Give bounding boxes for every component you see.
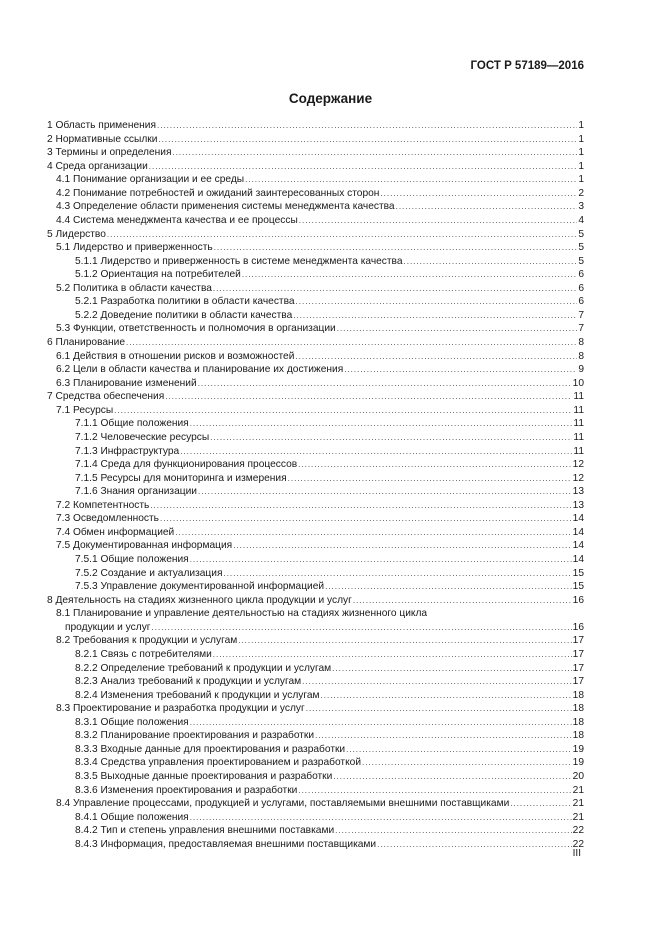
toc-entry-page: 21 <box>572 798 584 810</box>
toc-entry[interactable] <box>47 119 584 133</box>
toc-entry-page: 17 <box>572 662 584 674</box>
toc-entry[interactable] <box>47 485 584 499</box>
toc-entry-title: 6 Планирование <box>47 337 126 348</box>
toc-entry-page: 15 <box>572 567 584 579</box>
toc-entry-title: 8.3.3 Входные данные для проектирования и разработки <box>75 743 346 755</box>
dot-leader <box>190 716 572 730</box>
dot-leader <box>242 268 578 282</box>
toc-entry-page: 8 <box>578 350 584 362</box>
toc-entry-title: 7.5.1 Общие положения <box>75 554 189 565</box>
toc-entry[interactable] <box>47 173 584 187</box>
toc-entry-title: 7.1.2 Человеческие ресурсы <box>75 431 210 443</box>
toc-entry-title: 5.1 Лидерство и приверженность <box>56 242 213 254</box>
toc-entry-page: 1 <box>578 160 584 172</box>
toc-entry-page: 18 <box>572 689 584 701</box>
dot-leader <box>510 797 571 811</box>
toc-entry[interactable] <box>47 634 584 648</box>
dot-leader <box>293 309 577 323</box>
toc-entry[interactable] <box>47 539 584 553</box>
toc-entry-title: 4.2 Понимание потребностей и ожиданий заинтересованных сторон <box>56 187 380 199</box>
toc-entry-title: 7.3 Осведомленность <box>56 513 159 525</box>
dot-leader <box>302 675 572 689</box>
dot-leader <box>238 634 571 648</box>
document-code: ГОСТ Р 57189—2016 <box>470 60 584 72</box>
dot-leader <box>160 512 572 526</box>
toc-entry[interactable] <box>47 811 584 825</box>
dot-leader <box>332 662 571 676</box>
toc-entry-page: 11 <box>573 391 584 403</box>
dot-leader <box>150 499 571 513</box>
toc-entry[interactable] <box>47 770 584 784</box>
toc-entry[interactable] <box>47 295 584 309</box>
toc-entry[interactable] <box>47 797 584 811</box>
toc-entry[interactable] <box>47 567 584 581</box>
toc-entry-title: 8.4 Управление процессами, продукцией и услугами, поставляемыми внешними поставщиками <box>56 798 510 810</box>
toc-entry-title: 4.1 Понимание организации и ее среды <box>56 174 245 186</box>
dot-leader <box>321 689 572 703</box>
toc-entry-title: 2 Нормативные ссылки <box>47 133 158 145</box>
toc-entry-title: 8.3.2 Планирование проектирования и разработки <box>75 730 315 742</box>
toc-entry-page: 21 <box>572 811 584 823</box>
toc-entry-page: 18 <box>572 703 584 715</box>
toc-entry-page: 14 <box>572 554 584 565</box>
toc-entry[interactable] <box>47 241 584 255</box>
toc-entry[interactable] <box>47 553 584 567</box>
toc-entry-page: 8 <box>578 337 584 348</box>
toc-entry-page: 21 <box>572 784 584 796</box>
toc-entry-page: 22 <box>572 825 584 837</box>
toc-entry-title: 8.3 Проектирование и разработка продукции и услуг <box>56 703 305 715</box>
dot-leader <box>213 282 577 296</box>
toc-entry[interactable] <box>47 146 584 160</box>
toc-entry-page: 5 <box>578 228 584 240</box>
toc-entry-title: 7.1 Ресурсы <box>56 404 114 416</box>
toc-entry[interactable] <box>47 255 584 269</box>
dot-leader <box>107 228 577 242</box>
toc-entry-page: 14 <box>572 513 584 525</box>
toc-entry-page: 16 <box>572 594 584 606</box>
toc-entry-title: 8.3.4 Средства управления проектированием и разработкой <box>75 757 362 769</box>
toc-entry[interactable] <box>47 824 584 838</box>
toc-entry-title: продукции и услуг <box>65 621 151 633</box>
toc-entry[interactable] <box>47 458 584 472</box>
toc-entry-title: 5 Лидерство <box>47 228 106 240</box>
toc-entry-title: 4.4 Система менеджмента качества и ее процессы <box>56 214 298 226</box>
toc-entry-page: 6 <box>578 296 584 308</box>
toc-entry-title: 7.5 Документированная информация <box>56 540 233 552</box>
toc-entry-title: 4.3 Определение области применения системы менеджмента качества <box>56 201 395 213</box>
dot-leader <box>223 567 571 581</box>
toc-entry-page: 19 <box>572 757 584 769</box>
dot-leader <box>190 553 572 567</box>
dot-leader <box>299 214 578 228</box>
toc-entry-page: 6 <box>578 282 584 294</box>
toc-entry-page: 9 <box>578 364 584 376</box>
toc-entry-title: 8.3.5 Выходные данные проектирования и разработки <box>75 771 333 782</box>
toc-entry-page: 20 <box>572 771 584 782</box>
dot-leader <box>315 729 572 743</box>
dot-leader <box>344 363 577 377</box>
toc-entry-page: 15 <box>572 581 584 593</box>
toc-entry[interactable] <box>47 756 584 770</box>
toc-entry-page: 7 <box>578 323 584 335</box>
toc-entry[interactable] <box>47 336 584 350</box>
toc-entry-title: 8.3.1 Общие положения <box>75 716 189 728</box>
toc-entry-page: 3 <box>578 201 584 213</box>
toc-entry[interactable] <box>47 472 584 486</box>
dot-leader <box>298 458 572 472</box>
toc-entry-title: 8.2 Требования к продукции и услугам <box>56 635 238 647</box>
toc-entry-title: 7.1.6 Знания организации <box>75 486 197 498</box>
toc-entry-title: 6.1 Действия в отношении рисков и возможностей <box>56 350 295 362</box>
dot-leader <box>198 485 572 499</box>
dot-leader <box>198 377 572 391</box>
toc-entry[interactable] <box>47 268 584 282</box>
toc-entry-title: 3 Термины и определения <box>47 147 172 159</box>
toc-entry-title: 7.4 Обмен информацией <box>56 526 175 538</box>
toc-entry[interactable] <box>47 200 584 214</box>
toc-entry[interactable] <box>47 187 584 201</box>
toc-entry-title: 7.1.3 Инфраструктура <box>75 445 180 457</box>
toc-entry-title: 8.4.3 Информация, предоставляемая внешними поставщиками <box>75 838 377 850</box>
toc-entry[interactable] <box>47 675 584 689</box>
toc-entry[interactable] <box>47 160 584 174</box>
toc-entry-title: 8.4.1 Общие положения <box>75 811 189 823</box>
toc-entry-title: 7.5.2 Создание и актуализация <box>75 567 223 579</box>
toc-entry-title: 8.2.2 Определение требований к продукции и услугам <box>75 662 332 674</box>
toc-entry-title: 8 Деятельность на стадиях жизненного цикла продукции и услуг <box>47 594 352 606</box>
toc-entry-page: 12 <box>572 459 584 471</box>
toc-entry[interactable] <box>47 580 584 594</box>
dot-leader <box>362 756 572 770</box>
dot-leader <box>353 594 572 608</box>
toc-entry[interactable] <box>47 512 584 526</box>
toc-entry-page: 7 <box>578 309 584 321</box>
toc-entry[interactable] <box>47 431 584 445</box>
toc-entry-page: 11 <box>573 445 584 457</box>
toc-entry[interactable] <box>47 350 584 364</box>
toc-entry-title: 1 Область применения <box>47 120 156 131</box>
dot-leader <box>325 580 572 594</box>
toc-entry-page: 11 <box>573 418 584 430</box>
dot-leader <box>233 539 571 553</box>
toc-entry-title: 8.2.4 Изменения требований к продукции и услугам <box>75 689 320 701</box>
toc-entry[interactable] <box>47 228 584 242</box>
toc-entry[interactable] <box>47 282 584 296</box>
dot-leader <box>165 390 572 404</box>
toc-entry-title: 8.3.6 Изменения проектирования и разработки <box>75 784 298 796</box>
dot-leader <box>190 811 572 825</box>
dot-leader <box>158 133 577 147</box>
toc-entry-page: 16 <box>572 621 584 633</box>
toc-entry-title: 7.1.1 Общие положения <box>75 418 189 430</box>
dot-leader <box>380 187 577 201</box>
toc-entry-page: 22 <box>572 838 584 850</box>
toc-entry[interactable] <box>47 662 584 676</box>
toc-entry[interactable] <box>47 445 584 459</box>
toc-entry-page: 17 <box>572 648 584 660</box>
dot-leader <box>172 146 577 160</box>
dot-leader <box>175 526 571 540</box>
toc-entry-title: 8.2.1 Связь с потребителями <box>75 648 212 660</box>
dot-leader <box>295 350 577 364</box>
toc-entry-title: 6.3 Планирование изменений <box>56 377 197 389</box>
dot-leader <box>180 445 572 459</box>
dot-leader <box>288 472 572 486</box>
toc-entry[interactable] <box>47 729 584 743</box>
toc-entry-title: 7 Средства обеспечения <box>47 391 165 403</box>
toc-entry-page: 17 <box>572 676 584 688</box>
toc-entry[interactable] <box>47 214 584 228</box>
toc-entry-page: 2 <box>578 187 584 199</box>
toc-entry[interactable] <box>47 784 584 798</box>
toc-entry[interactable] <box>47 607 584 621</box>
dot-leader <box>190 417 573 431</box>
toc-entry-page: 18 <box>572 716 584 728</box>
toc-entry[interactable] <box>47 133 584 147</box>
toc-entry-page: 5 <box>578 242 584 254</box>
toc-entry[interactable] <box>47 322 584 336</box>
toc-entry-page: 6 <box>578 269 584 281</box>
dot-leader <box>126 336 577 350</box>
toc-entry[interactable] <box>47 526 584 540</box>
dot-leader <box>152 621 572 635</box>
toc-entry-title: 5.1.1 Лидерство и приверженность в системе менеджмента качества <box>75 255 403 267</box>
toc-entry-page: 17 <box>572 635 584 647</box>
toc-entry[interactable] <box>47 621 584 635</box>
toc-entry[interactable] <box>47 309 584 323</box>
toc-entry-title: 7.5.3 Управление документированной информацией <box>75 581 325 593</box>
toc-entry-page: 12 <box>572 472 584 484</box>
dot-leader <box>337 322 578 336</box>
dot-leader <box>346 743 572 757</box>
toc-entry-page: 14 <box>572 540 584 552</box>
toc-entry-page: 1 <box>578 174 584 186</box>
toc-entry-title: 5.2.1 Разработка политики в области качества <box>75 296 295 308</box>
dot-leader <box>306 702 572 716</box>
toc-entry-page: 1 <box>578 147 584 159</box>
toc-entry[interactable] <box>47 743 584 757</box>
toc-entry-page: 13 <box>572 486 584 498</box>
dot-leader <box>210 431 572 445</box>
dot-leader <box>333 770 571 784</box>
toc-entry[interactable] <box>47 363 584 377</box>
toc-entry-title: 8.2.3 Анализ требований к продукции и услугам <box>75 676 302 688</box>
toc-entry-title: 6.2 Цели в области качества и планирование их достижения <box>56 364 344 376</box>
toc-entry[interactable] <box>47 594 584 608</box>
toc-entry[interactable] <box>47 689 584 703</box>
toc-entry-page: 11 <box>573 431 584 443</box>
toc-entry-page: 14 <box>572 526 584 538</box>
toc-entry-title: 5.3 Функции, ответственность и полномочия в организации <box>56 323 336 335</box>
toc-entry[interactable] <box>47 702 584 716</box>
dot-leader <box>114 404 572 418</box>
toc-entry-page: 1 <box>578 120 584 131</box>
toc-entry[interactable] <box>47 377 584 391</box>
dot-leader <box>296 295 578 309</box>
toc-entry-page: 11 <box>573 404 584 416</box>
toc-entry[interactable] <box>47 716 584 730</box>
page-title: Содержание <box>288 91 373 106</box>
toc-entry-title: 7.1.4 Среда для функционирования процессов <box>75 459 298 471</box>
toc-entry-title: 8.1 Планирование и управление деятельностью на стадиях жизненного цикла <box>56 608 428 620</box>
toc-entry-page: 4 <box>578 214 584 226</box>
dot-leader <box>335 824 572 838</box>
toc-entry-title: 8.4.2 Тип и степень управления внешними поставками <box>75 825 335 837</box>
dot-leader <box>298 784 571 798</box>
toc-entry-title: 4 Среда организации <box>47 160 148 172</box>
toc-entry[interactable] <box>47 648 584 662</box>
dot-leader <box>404 255 578 269</box>
toc-entry-title: 7.1.5 Ресурсы для мониторинга и измерения <box>75 472 287 484</box>
toc-entry-page: 10 <box>572 377 584 389</box>
page-number: III <box>572 848 581 859</box>
dot-leader <box>396 200 578 214</box>
toc-entry-page: 5 <box>578 255 584 267</box>
toc-entry[interactable] <box>47 404 584 418</box>
toc-entry[interactable] <box>47 417 584 431</box>
dot-leader <box>214 241 578 255</box>
toc-entry-page: 13 <box>572 499 584 511</box>
toc-entry-title: 7.2 Компетентность <box>56 499 150 511</box>
toc-entry[interactable] <box>47 838 584 852</box>
dot-leader <box>245 173 577 187</box>
dot-leader <box>149 160 578 174</box>
dot-leader <box>213 648 572 662</box>
toc-entry-title: 5.2 Политика в области качества <box>56 282 212 294</box>
toc-entry-title: 5.2.2 Доведение политики в области качества <box>75 309 293 321</box>
dot-leader <box>157 119 577 133</box>
toc-entry-page: 18 <box>572 730 584 742</box>
toc-entry-page: 19 <box>572 743 584 755</box>
toc-entry-page: 1 <box>578 133 584 145</box>
table-of-contents <box>47 119 584 851</box>
toc-entry[interactable] <box>47 390 584 404</box>
toc-entry-title: 5.1.2 Ориентация на потребителей <box>75 269 241 281</box>
toc-entry[interactable] <box>47 499 584 513</box>
dot-leader <box>377 838 572 852</box>
